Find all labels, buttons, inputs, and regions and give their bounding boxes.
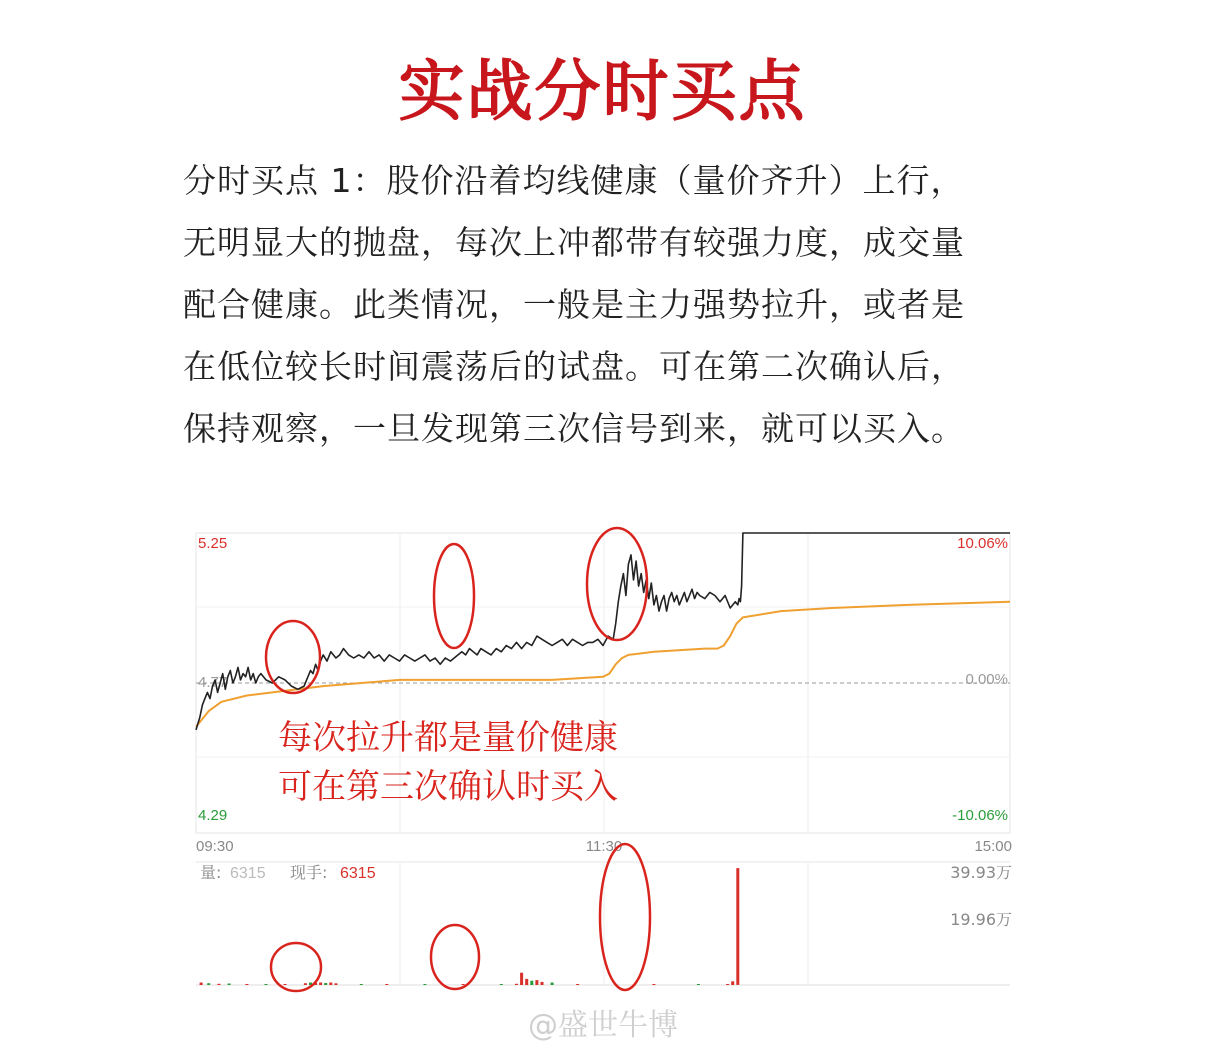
- annotation-circles: [266, 528, 650, 991]
- volume-bars: [200, 868, 740, 985]
- volume-bar: [385, 984, 388, 985]
- volume-bar: [245, 984, 248, 985]
- avg-price-line: [196, 602, 1010, 727]
- current-hand-value: 6315: [340, 865, 376, 882]
- chart-frame: [196, 533, 1010, 985]
- volume-bar: [207, 983, 210, 985]
- time-tick-label: 15:00: [974, 838, 1012, 855]
- volume-bar: [228, 984, 231, 986]
- volume-value: 6315: [230, 865, 266, 882]
- highlight-circle-1: [266, 621, 320, 693]
- annotation-text: 可在第三次确认时买入: [278, 767, 618, 807]
- volume-bar: [535, 980, 538, 985]
- paragraph-line: 保持观察，一旦发现第三次信号到来，就可以买入。: [183, 409, 965, 448]
- volume-bar: [541, 982, 544, 985]
- pct-bottom-label: -10.06%: [952, 807, 1008, 824]
- volume-bar: [284, 984, 287, 985]
- annotation-text: 每次拉升都是量价健康: [278, 718, 618, 758]
- volume-bar: [360, 984, 363, 985]
- pct-mid-label: 0.00%: [965, 671, 1008, 688]
- volume-bar: [736, 868, 739, 985]
- volume-circle-3: [600, 844, 650, 990]
- price-top-label: 5.25: [198, 535, 228, 552]
- volume-mid-label: 19.96万: [950, 910, 1012, 929]
- price-line: [196, 533, 1010, 730]
- paragraph-line: 配合健康。此类情况，一般是主力强势拉升，或者是: [183, 285, 965, 324]
- volume-bar: [525, 979, 528, 985]
- time-tick-label: 11:30: [585, 838, 623, 855]
- volume-bar: [652, 984, 655, 985]
- volume-bar: [530, 981, 533, 985]
- volume-bar: [731, 981, 734, 985]
- volume-bar: [697, 984, 700, 985]
- volume-bar: [334, 983, 337, 985]
- paragraph-line: 无明显大的抛盘，每次上冲都带有较强力度，成交量: [183, 223, 965, 262]
- volume-bar: [462, 984, 465, 985]
- time-tick-label: 09:30: [196, 838, 234, 855]
- volume-bar: [423, 984, 426, 985]
- current-hand-label: 现手:: [290, 863, 328, 882]
- volume-bar: [329, 983, 332, 986]
- volume-bar: [500, 984, 503, 985]
- price-mid-label: 4.77: [198, 674, 228, 691]
- volume-max-label: 39.93万: [950, 863, 1012, 882]
- volume-label: 量:: [200, 863, 222, 882]
- volume-bar: [319, 983, 322, 986]
- paragraph-line: 在低位较长时间震荡后的试盘。可在第二次确认后，: [183, 347, 965, 386]
- volume-bar: [576, 984, 579, 985]
- volume-bar: [726, 984, 729, 985]
- volume-bar: [200, 983, 203, 986]
- pct-top-label: 10.06%: [957, 535, 1008, 552]
- page-title: 实战分时买点: [398, 53, 807, 130]
- volume-bar: [515, 984, 518, 985]
- volume-bar: [265, 984, 268, 985]
- price-series: [196, 533, 1010, 730]
- volume-circle-2: [431, 925, 479, 989]
- price-bottom-label: 4.29: [198, 807, 228, 824]
- volume-bar: [551, 983, 554, 986]
- avg-price-series: [196, 602, 1010, 727]
- volume-bar: [217, 984, 220, 985]
- volume-bar: [520, 973, 523, 985]
- volume-circle-1: [271, 943, 321, 991]
- volume-bar: [304, 983, 307, 985]
- paragraph-line: 分时买点 1：股价沿着均线健康（量价齐升）上行，: [183, 161, 965, 200]
- watermark: @盛世牛博: [528, 1008, 678, 1043]
- highlight-circle-2: [434, 544, 474, 648]
- volume-bar: [324, 983, 327, 985]
